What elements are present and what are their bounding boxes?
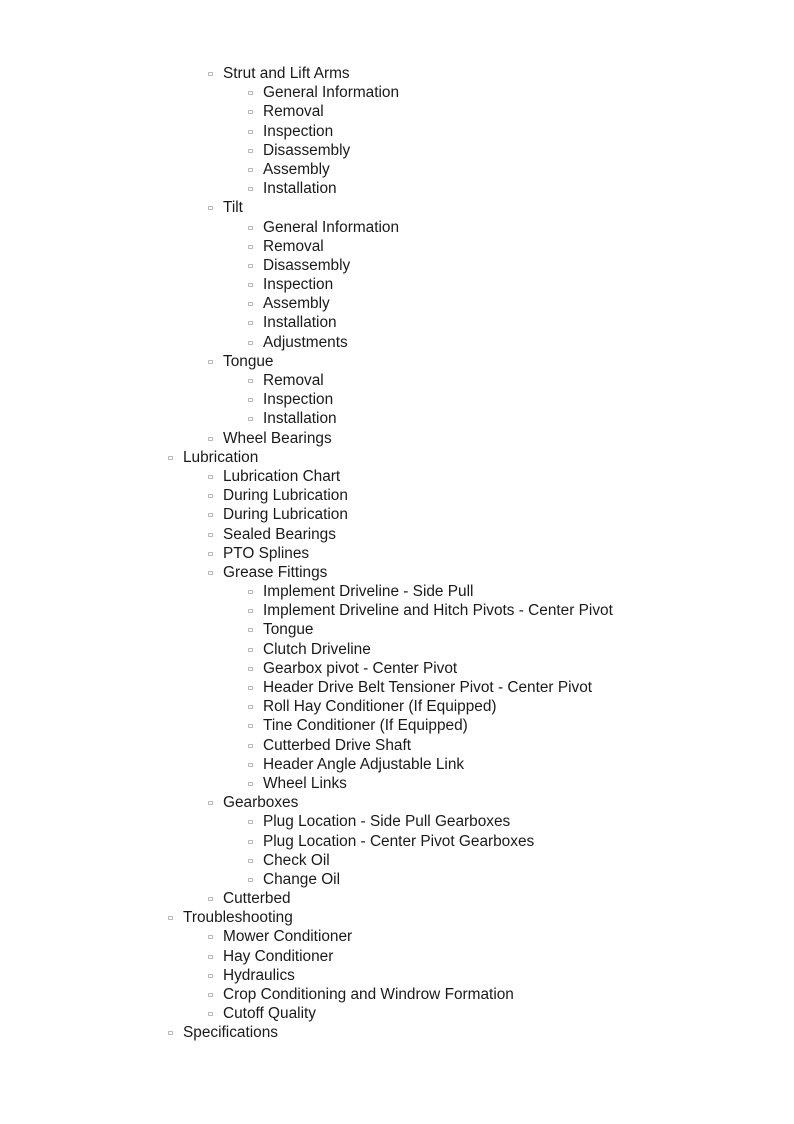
toc-entry-level-2[interactable] xyxy=(0,620,794,639)
toc-entry-label: Inspection xyxy=(263,122,334,140)
toc-entry-label: Lubrication Chart xyxy=(223,467,341,485)
bullet-icon xyxy=(248,226,253,230)
bullet-icon xyxy=(208,897,213,901)
toc-entry-label: Cutterbed xyxy=(223,890,291,908)
toc-entry-label: Gearbox pivot - Center Pivot xyxy=(263,659,458,677)
bullet-icon xyxy=(168,1031,173,1035)
toc-entry-label: During Lubrication xyxy=(223,506,348,524)
toc-entry-level-1[interactable] xyxy=(0,563,794,582)
toc-entry-level-1[interactable] xyxy=(0,467,794,486)
toc-entry-label: Adjustments xyxy=(263,333,348,351)
bullet-icon xyxy=(248,245,253,249)
toc-entry-level-2[interactable] xyxy=(0,333,794,352)
toc-entry-label: Mower Conditioner xyxy=(223,928,353,946)
toc-entry-label: Check Oil xyxy=(263,851,330,869)
toc-entry-level-2[interactable] xyxy=(0,102,794,121)
bullet-icon xyxy=(208,571,213,575)
toc-entry-level-1[interactable] xyxy=(0,889,794,908)
toc-entry-level-1[interactable] xyxy=(0,64,794,83)
toc-entry-label: Implement Driveline and Hitch Pivots - Center Pivot xyxy=(263,602,613,620)
toc-entry-level-2[interactable] xyxy=(0,678,794,697)
toc-entry-level-1[interactable] xyxy=(0,1004,794,1023)
bullet-icon xyxy=(248,168,253,172)
toc-entry-level-1[interactable] xyxy=(0,352,794,371)
bullet-icon xyxy=(208,360,213,364)
toc-entry-label: Clutch Driveline xyxy=(263,640,371,658)
bullet-icon xyxy=(208,993,213,997)
toc-entry-level-2[interactable] xyxy=(0,851,794,870)
toc-entry-level-1[interactable] xyxy=(0,198,794,217)
toc-entry-level-2[interactable] xyxy=(0,716,794,735)
toc-entry-level-2[interactable] xyxy=(0,390,794,409)
toc-entry-level-2[interactable] xyxy=(0,275,794,294)
toc-entry-level-2[interactable] xyxy=(0,160,794,179)
bullet-icon xyxy=(208,552,213,556)
bullet-icon xyxy=(248,705,253,709)
bullet-icon xyxy=(248,878,253,882)
bullet-icon xyxy=(248,341,253,345)
toc-entry-label: Tine Conditioner (If Equipped) xyxy=(263,717,468,735)
bullet-icon xyxy=(248,130,253,134)
bullet-icon xyxy=(208,1012,213,1016)
bullet-icon xyxy=(168,916,173,920)
toc-entry-label: Tongue xyxy=(223,352,274,370)
toc-entry-level-2[interactable] xyxy=(0,582,794,601)
bullet-icon xyxy=(208,935,213,939)
toc-entry-level-2[interactable] xyxy=(0,179,794,198)
toc-entry-level-1[interactable] xyxy=(0,966,794,985)
toc-entry-label: Specifications xyxy=(183,1024,278,1042)
bullet-icon xyxy=(248,859,253,863)
toc-entry-label: Cutterbed Drive Shaft xyxy=(263,736,411,754)
toc-entry-label: Lubrication xyxy=(183,448,259,466)
toc-entry-level-2[interactable] xyxy=(0,601,794,620)
bullet-icon xyxy=(208,206,213,210)
toc-entry-label: Strut and Lift Arms xyxy=(223,65,350,82)
bullet-icon xyxy=(248,187,253,191)
toc-entry-label: Crop Conditioning and Windrow Formation xyxy=(223,986,514,1003)
bullet-icon xyxy=(248,648,253,652)
toc-entry-label: Disassembly xyxy=(263,256,351,274)
toc-entry-level-2[interactable] xyxy=(0,83,794,102)
toc-entry-level-1[interactable] xyxy=(0,525,794,544)
bullet-icon xyxy=(248,321,253,325)
toc-entry-level-1[interactable] xyxy=(0,927,794,946)
toc-entry-level-0[interactable] xyxy=(0,1023,794,1042)
bullet-icon xyxy=(208,475,213,479)
toc-entry-level-0[interactable] xyxy=(0,908,794,927)
toc-entry-label: Header Drive Belt Tensioner Pivot - Center Pivot xyxy=(263,679,593,696)
toc-entry-level-2[interactable] xyxy=(0,294,794,313)
table-of-contents xyxy=(0,64,794,1043)
bullet-icon xyxy=(248,110,253,114)
toc-entry-level-2[interactable] xyxy=(0,141,794,160)
toc-entry-level-2[interactable] xyxy=(0,409,794,428)
toc-entry-level-2[interactable] xyxy=(0,237,794,256)
toc-entry-level-2[interactable] xyxy=(0,812,794,831)
toc-entry-level-0[interactable] xyxy=(0,448,794,467)
toc-entry-level-2[interactable] xyxy=(0,832,794,851)
toc-entry-level-2[interactable] xyxy=(0,697,794,716)
toc-entry-level-2[interactable] xyxy=(0,755,794,774)
toc-entry-label: Installation xyxy=(263,410,337,428)
bullet-icon xyxy=(248,379,253,383)
toc-entry-level-1[interactable] xyxy=(0,505,794,524)
bullet-icon xyxy=(248,763,253,767)
bullet-icon xyxy=(248,264,253,268)
toc-entry-label: Removal xyxy=(263,103,324,121)
toc-entry-label: Tongue xyxy=(263,621,314,639)
toc-entry-level-2[interactable] xyxy=(0,736,794,755)
toc-entry-label: Plug Location - Side Pull Gearboxes xyxy=(263,813,511,831)
bullet-icon xyxy=(248,820,253,824)
bullet-icon xyxy=(248,590,253,594)
bullet-icon xyxy=(208,513,213,517)
toc-entry-level-1[interactable] xyxy=(0,544,794,563)
toc-entry-level-2[interactable] xyxy=(0,774,794,793)
bullet-icon xyxy=(248,840,253,844)
bullet-icon xyxy=(248,686,253,690)
bullet-icon xyxy=(248,417,253,421)
bullet-icon xyxy=(248,149,253,153)
bullet-icon xyxy=(248,609,253,613)
toc-entry-level-1[interactable] xyxy=(0,486,794,505)
toc-entry-label: General Information xyxy=(263,84,400,102)
toc-entry-label: Wheel Links xyxy=(263,774,347,792)
bullet-icon xyxy=(208,437,213,441)
toc-entry-label: Change Oil xyxy=(263,870,340,888)
bullet-icon xyxy=(208,974,213,978)
bullet-icon xyxy=(208,494,213,498)
toc-entry-label: Hay Conditioner xyxy=(223,947,334,965)
toc-entry-label: PTO Splines xyxy=(223,544,310,562)
toc-entry-label: Hydraulics xyxy=(223,966,295,984)
toc-entry-label: Cutoff Quality xyxy=(223,1005,316,1023)
toc-entry-level-2[interactable] xyxy=(0,313,794,332)
toc-entry-label: Grease Fittings xyxy=(223,563,328,581)
toc-entry-level-2[interactable] xyxy=(0,371,794,390)
toc-entry-label: Tilt xyxy=(223,199,243,217)
bullet-icon xyxy=(248,628,253,632)
toc-entry-level-2[interactable] xyxy=(0,659,794,678)
bullet-icon xyxy=(168,456,173,460)
toc-entry-label: Installation xyxy=(263,314,337,332)
toc-entry-level-1[interactable] xyxy=(0,985,794,1004)
toc-entry-level-2[interactable] xyxy=(0,122,794,141)
bullet-icon xyxy=(248,744,253,748)
toc-entry-label: Sealed Bearings xyxy=(223,525,336,543)
bullet-icon xyxy=(248,667,253,671)
toc-entry-label: Troubleshooting xyxy=(183,909,293,927)
toc-entry-label: Removal xyxy=(263,372,324,389)
toc-entry-label: During Lubrication xyxy=(223,487,348,505)
toc-entry-label: Removal xyxy=(263,237,324,255)
toc-entry-label: Gearboxes xyxy=(223,794,299,812)
toc-entry-label: General Information xyxy=(263,218,400,236)
bullet-icon xyxy=(248,724,253,728)
toc-entry-level-1[interactable] xyxy=(0,793,794,812)
toc-entry-label: Roll Hay Conditioner (If Equipped) xyxy=(263,698,497,716)
bullet-icon xyxy=(248,91,253,95)
toc-entry-level-2[interactable] xyxy=(0,218,794,237)
toc-entry-label: Disassembly xyxy=(263,141,351,159)
toc-entry-label: Header Angle Adjustable Link xyxy=(263,755,465,773)
toc-entry-level-1[interactable] xyxy=(0,429,794,448)
toc-entry-label: Installation xyxy=(263,180,337,198)
bullet-icon xyxy=(208,533,213,537)
bullet-icon xyxy=(248,398,253,402)
toc-entry-level-2[interactable] xyxy=(0,870,794,889)
bullet-icon xyxy=(208,801,213,805)
toc-entry-label: Implement Driveline - Side Pull xyxy=(263,583,474,601)
toc-entry-label: Inspection xyxy=(263,391,334,409)
bullet-icon xyxy=(208,955,213,959)
bullet-icon xyxy=(248,782,253,786)
toc-entry-level-2[interactable] xyxy=(0,640,794,659)
toc-entry-label: Wheel Bearings xyxy=(223,429,332,447)
toc-entry-level-1[interactable] xyxy=(0,947,794,966)
toc-entry-label: Inspection xyxy=(263,276,334,294)
toc-entry-label: Plug Location - Center Pivot Gearboxes xyxy=(263,832,535,850)
bullet-icon xyxy=(208,72,213,76)
bullet-icon xyxy=(248,283,253,287)
bullet-icon xyxy=(248,302,253,306)
toc-entry-level-2[interactable] xyxy=(0,256,794,275)
toc-entry-label: Assembly xyxy=(263,160,330,178)
toc-entry-label: Assembly xyxy=(263,295,330,313)
